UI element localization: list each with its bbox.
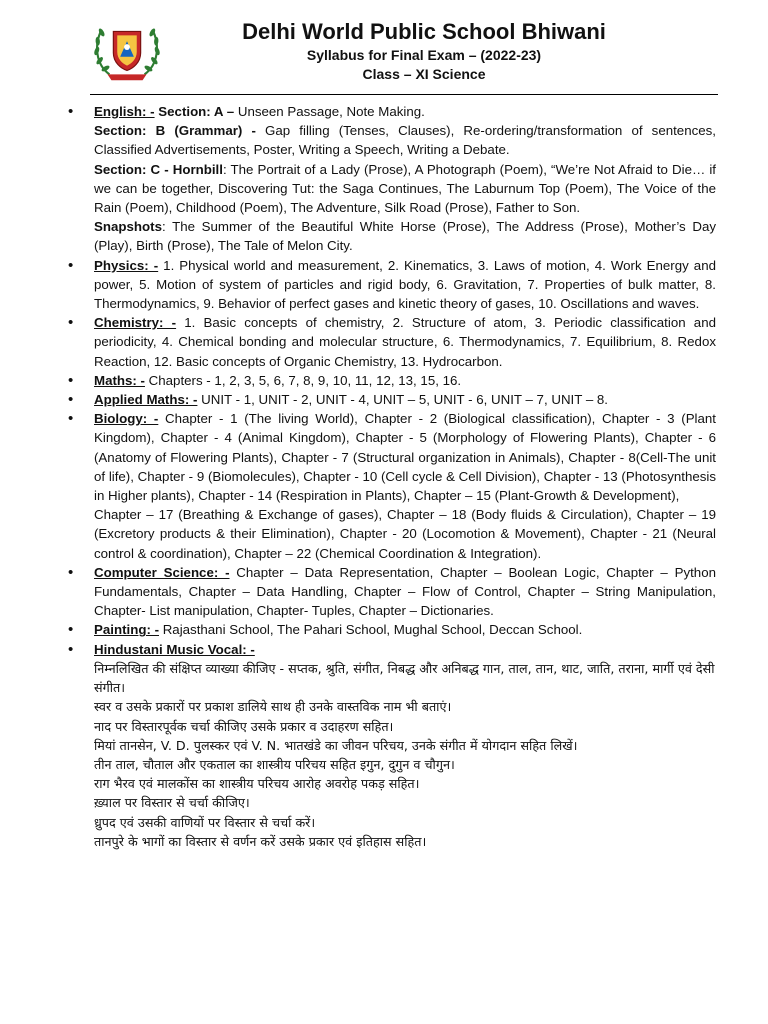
class-title: Class – XI Science — [362, 66, 486, 82]
document-header — [0, 0, 768, 96]
music-topic-line: ध्रुपद एवं उसकी वाणियों पर विस्तार से चर्चा करें। — [94, 814, 316, 830]
subject-maths — [68, 371, 716, 390]
music-topic-line: ख़्याल पर विस्तार से चर्चा कीजिए। — [94, 795, 250, 811]
subject-music-vocal — [68, 640, 716, 851]
english-section-b-label: Section: B (Grammar) - — [94, 123, 256, 139]
subject-chemistry — [68, 313, 716, 371]
biology-text-part2: Chapter – 17 (Breathing & Exchange of gases), Chapter – 18 (Body fluids & Circulation), Chapter – 19 (Excretory products & their Elimination), Chapter - 20 (Locomotion & Movement), Chapter - 21 (Neural control & coordination), Chapter – 22 (Chemical Coordination & Integration). — [94, 507, 716, 561]
painting-label: Painting: - — [94, 622, 159, 638]
music-topic-line: तीन ताल, चौताल और एकताल का शास्त्रीय परिचय सहित इगुन, दुगुन व चौगुन। — [94, 756, 455, 772]
music-topic-line: राग भैरव एवं मालकोंस का शास्त्रीय परिचय आरोह अवरोह पकड़ सहित। — [94, 776, 420, 792]
physics-label: Physics: - — [94, 257, 159, 273]
english-section-b-text: Gap filling (Tenses, Clauses), Re-ordering/transformation of sentences, Classified Advertisements, Poster, Writing a Speech, Writing a Debate. — [94, 123, 716, 158]
chemistry-text: 1. Basic concepts of chemistry, 2. Structure of atom, 3. Periodic classification and periodicity, 4. Chemical bonding and molecular structure, 6. Thermodynamics, 7. Equilibrium, 8. Redox Reaction, 12. Basic concepts of Organic Chemistry, 13. Hydrocarbon. — [94, 315, 716, 369]
music-vocal-label: Hindustani Music Vocal: - — [94, 641, 255, 657]
computer-science-text: Chapter – Data Representation, Chapter – Boolean Logic, Chapter – Python Fundamentals, Chapter – Data Handling, Chapter – Flow of Control, Chapter – String Manipulation, Chapter- List manipulation, Chapter- Tuples, Chapter – Dictionaries. — [94, 564, 716, 619]
english-snapshots-label: Snapshots — [94, 219, 162, 235]
music-topic-line: नाद पर विस्तारपूर्वक चर्चा कीजिए उसके प्रकार व उदाहरण सहित। — [94, 718, 394, 734]
subject-physics — [68, 256, 716, 314]
subject-list — [68, 102, 716, 851]
biology-text-part1: Chapter - 1 (The living World), Chapter - 2 (Biological classification), Chapter - 3 (Plant Kingdom), Chapter - 4 (Animal Kingdom), Chapter - 5 (Morphology of Flowering Plants), Chapter - 6 (Anatomy of Flowering Plants), Chapter - 7 (Structural organization in Animals), Chapter - 8(Cell-The unit of life), Chapter - 9 (Biomolecules), Chapter - 10 (Cell cycle & Cell Division), Chapter - 13 (Photosynthesis in Higher plants), Chapter - 14 (Respiration in Plants), Chapter – 15 (Plant-Growth & Development), — [94, 411, 716, 504]
applied-maths-label: Applied Maths: - — [94, 392, 198, 408]
syllabus-content — [68, 102, 716, 851]
computer-science-label: Computer Science: - — [94, 564, 230, 580]
subject-biology — [68, 409, 716, 563]
subject-english — [68, 102, 716, 256]
music-topic-line: स्वर व उसके प्रकारों पर प्रकाश डालिये साथ ही उनके वास्तविक नाम भी बताएं। — [94, 699, 452, 715]
english-label: English: - — [94, 104, 155, 119]
subject-computer-science — [68, 563, 716, 621]
applied-maths-text: UNIT - 1, UNIT - 2, UNIT - 4, UNIT – 5, UNIT - 6, UNIT – 7, UNIT – 8. — [197, 392, 608, 408]
maths-text: Chapters - 1, 2, 3, 5, 6, 7, 8, 9, 10, 11, 12, 13, 15, 16. — [144, 372, 462, 388]
maths-label: Maths: - — [94, 372, 145, 388]
english-section-a-label: Section: A – — [158, 104, 235, 119]
physics-text: 1. Physical world and measurement, 2. Kinematics, 3. Laws of motion, 4. Work Energy and power, 5. Motion of system of particles and rigid body, 6. Gravitation, 7. Properties of bulk matter, 8. Thermodynamics, 9. Behavior of perfect gases and kinetic theory of gases, 10. Oscillations and waves. — [94, 257, 716, 312]
music-topic-line: तानपुरे के भागों का विस्तार से वर्णन करें उसके प्रकार एवं इतिहास सहित। — [94, 833, 427, 849]
music-topic-line: निम्नलिखित की संक्षिप्त व्याख्या कीजिए - सप्तक, श्रुति, संगीत, निबद्ध और अनिबद्ध गान, ताल, तान, थाट, जाति, तराना, मार्गी एवं देसी संगीत। — [94, 660, 715, 696]
biology-label: Biology: - — [94, 411, 159, 427]
chemistry-label: Chemistry: - — [94, 315, 177, 331]
music-topic-line: मियां तानसेन, V. D. पुलस्कर एवं V. N. भातखंडे का जीवन परिचय, उनके संगीत में योगदान सहित लिखें। — [94, 737, 578, 753]
english-section-a-text: Unseen Passage, Note Making. — [234, 104, 425, 119]
exam-title: Syllabus for Final Exam – (2022-23) — [306, 47, 542, 63]
painting-text: Rajasthani School, The Pahari School, Mughal School, Deccan School. — [159, 622, 583, 638]
subject-applied-maths — [68, 390, 716, 409]
subject-painting — [68, 620, 716, 639]
header-divider — [90, 94, 718, 95]
english-section-c-text: : The Portrait of a Lady (Prose), A Photograph (Poem), “We’re Not Afraid to Die… if we can be together, Discovering Tut: the Saga Continues, The Laburnum Top (Poem), The Voice of the Rain (Poem), Childhood (Poem), The Adventure, Silk Road (Prose), Father to Son. — [94, 161, 716, 216]
header-titles — [0, 18, 768, 84]
english-section-c-label: Section: C - Hornbill — [94, 161, 223, 177]
english-snapshots-text: : The Summer of the Beautiful White Horse (Prose), The Address (Prose), Mother’s Day (Play), Birth (Prose), The Tale of Melon City. — [94, 219, 716, 254]
school-name: Delhi World Public School Bhiwani — [242, 19, 606, 44]
